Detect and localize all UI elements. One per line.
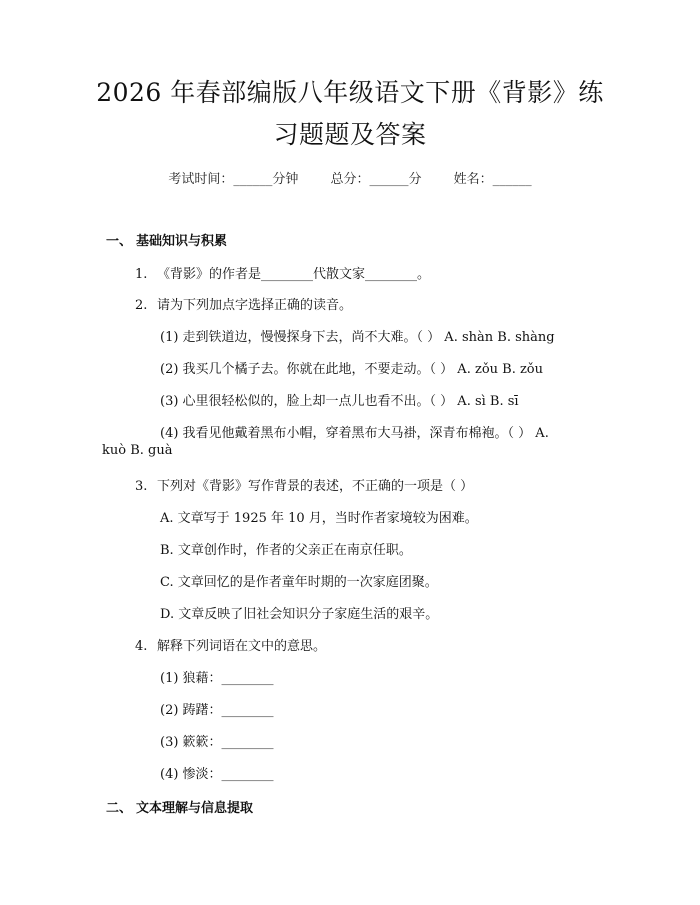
question-4 bbox=[135, 635, 326, 654]
question-1-text: 《背影》的作者是________代散文家________。 bbox=[157, 267, 431, 282]
question-3-option-c: C. 文章回忆的是作者童年时期的一次家庭团聚。 bbox=[160, 575, 438, 590]
section-2-heading bbox=[106, 797, 253, 816]
question-4-item: (4) 惨淡：________ bbox=[160, 767, 274, 782]
section-1-heading bbox=[106, 230, 227, 249]
exam-info bbox=[0, 168, 700, 187]
question-4-item: (3) 簌簌：________ bbox=[160, 735, 274, 750]
question-3 bbox=[135, 475, 473, 494]
section-2-number: 二、 bbox=[106, 801, 133, 816]
title-line-2: 习题题及答案 bbox=[273, 120, 427, 149]
question-2-item: (4) 我看见他戴着黑布小帽，穿着黑布大马褂，深青布棉袍。（ ） A. bbox=[160, 426, 549, 441]
question-2-text: 请为下列加点字选择正确的读音。 bbox=[157, 298, 353, 313]
question-3-number: 3. bbox=[135, 479, 148, 494]
question-3-option-d: D. 文章反映了旧社会知识分子家庭生活的艰辛。 bbox=[160, 607, 439, 622]
question-2-item: (1) 走到铁道边，慢慢探身下去，尚不大难。（ ） A. shàn B. shàng bbox=[160, 330, 555, 345]
exam-time: 考试时间：______分钟 bbox=[168, 172, 299, 187]
title-line-1: 2026 年春部编版八年级语文下册《背影》练 bbox=[96, 78, 604, 107]
section-1-number: 一、 bbox=[106, 234, 133, 249]
question-2-item: (2) 我买几个橘子去。你就在此地，不要走动。（ ） A. zǒu B. zǒu bbox=[160, 362, 544, 377]
document-title bbox=[70, 72, 630, 156]
question-4-number: 4. bbox=[135, 639, 148, 654]
question-1-number: 1. bbox=[135, 267, 148, 282]
question-2 bbox=[135, 294, 352, 313]
section-1-title: 基础知识与积累 bbox=[136, 234, 228, 249]
question-2-item: (3) 心里很轻松似的，脸上却一点儿也看不出。（ ） A. sì B. sī bbox=[160, 394, 519, 409]
question-3-option-a: A. 文章写于 1925 年 10 月，当时作者家境较为困难。 bbox=[160, 511, 478, 526]
question-4-item: (2) 踌躇：________ bbox=[160, 703, 274, 718]
question-2-item-continued: kuò B. guà bbox=[102, 443, 173, 458]
question-4-item: (1) 狼藉：________ bbox=[160, 671, 274, 686]
question-2-number: 2. bbox=[135, 298, 148, 313]
section-2-title: 文本理解与信息提取 bbox=[136, 801, 254, 816]
exam-name: 姓名：______ bbox=[453, 172, 532, 187]
question-3-option-b: B. 文章创作时，作者的父亲正在南京任职。 bbox=[160, 543, 412, 558]
question-1 bbox=[135, 263, 430, 282]
question-4-text: 解释下列词语在文中的意思。 bbox=[157, 639, 327, 654]
exam-score: 总分：______分 bbox=[330, 172, 422, 187]
question-3-text: 下列对《背影》写作背景的表述，不正确的一项是（ ） bbox=[157, 479, 474, 494]
